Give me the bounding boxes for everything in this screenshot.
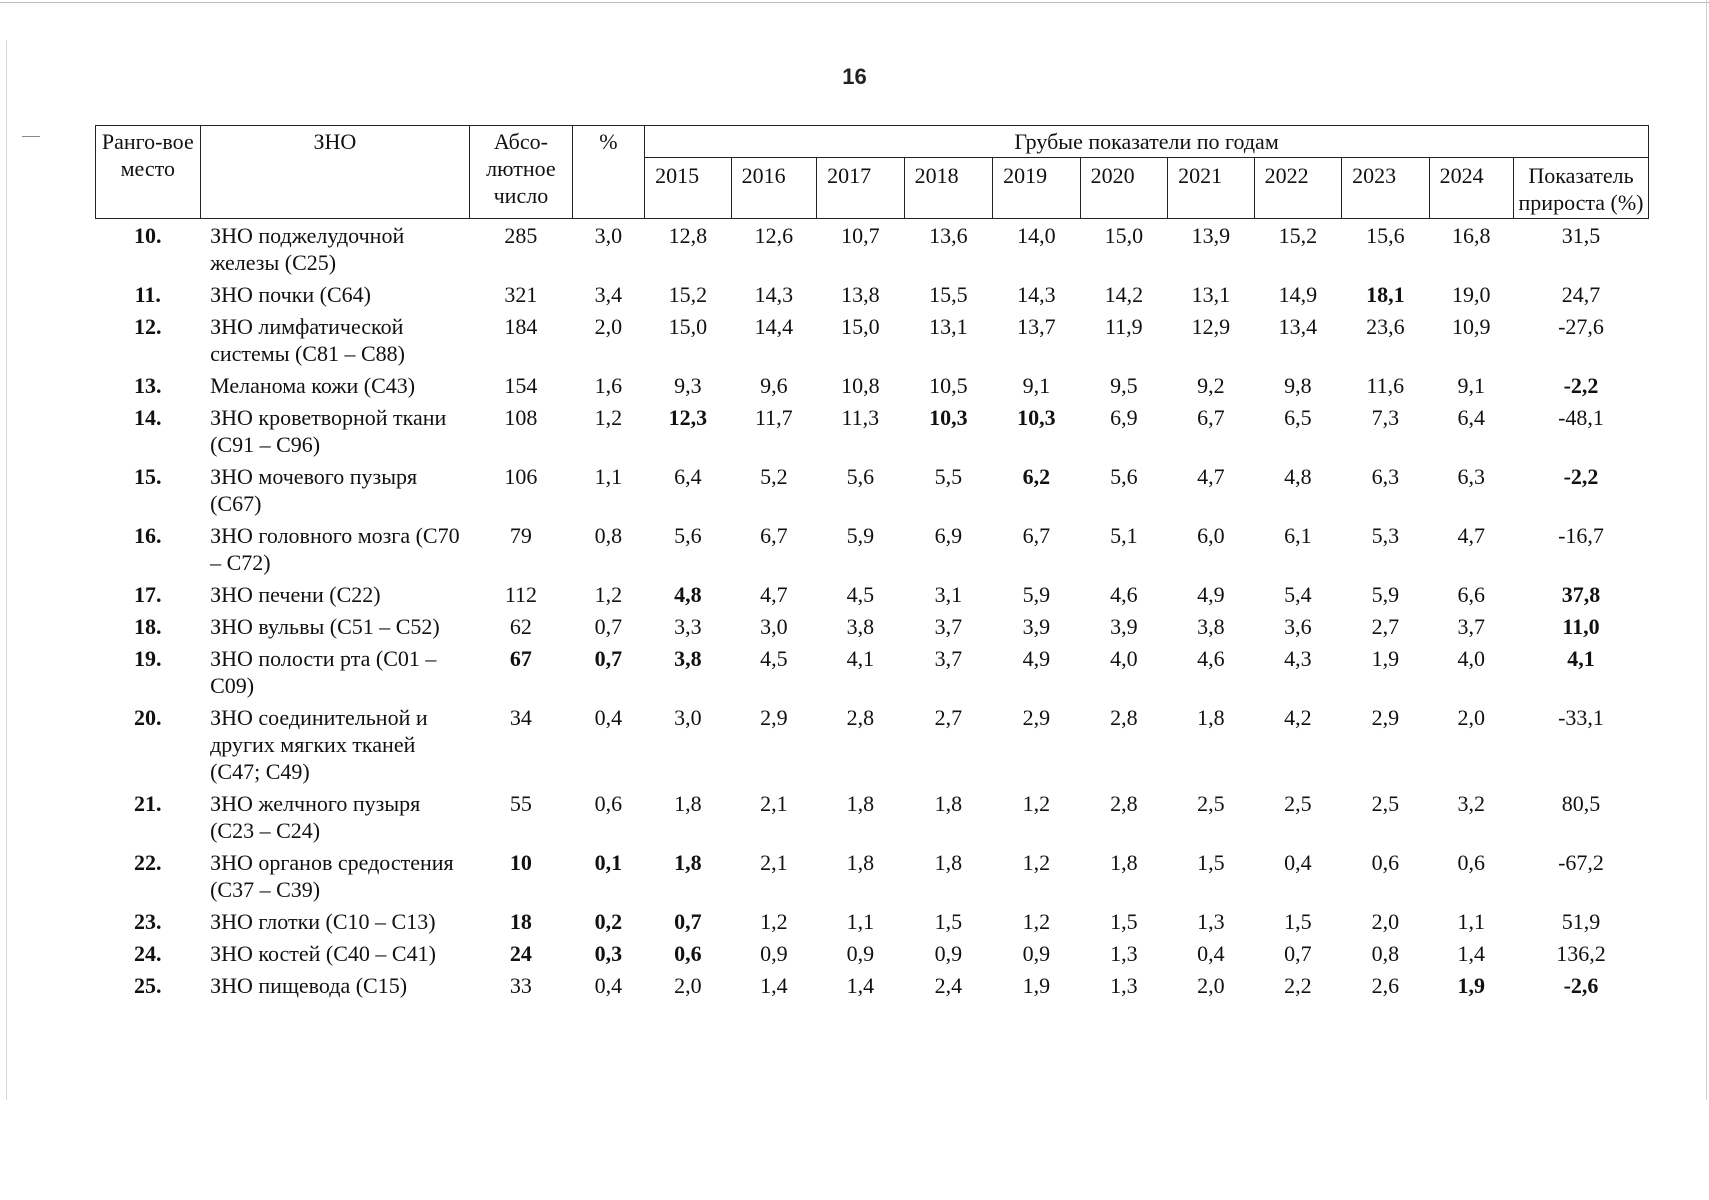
year-value-cell: 4,0 xyxy=(1457,646,1486,671)
growth-cell: 51,9 xyxy=(1561,909,1601,934)
year-value-cell: 1,9 xyxy=(1457,973,1486,998)
year-value-cell: 3,9 xyxy=(1022,614,1051,639)
header-year: 2022 xyxy=(1254,158,1342,219)
year-value-cell: 12,9 xyxy=(1191,314,1231,339)
table-row xyxy=(96,310,1649,369)
table-row xyxy=(96,846,1649,905)
table-row xyxy=(96,219,1649,279)
year-value-cell: 3,9 xyxy=(1110,614,1138,639)
year-value-cell: 5,9 xyxy=(1022,582,1051,607)
year-value-cell: 13,6 xyxy=(929,223,968,248)
year-value-cell: 1,5 xyxy=(1284,909,1312,934)
year-value-cell: 6,4 xyxy=(1457,405,1486,430)
table-row xyxy=(96,610,1649,642)
year-value-cell: 2,8 xyxy=(1110,705,1138,730)
table-row xyxy=(96,278,1649,310)
zno-name-cell: ЗНО полости рта (С01 – С09) xyxy=(210,646,437,698)
header-year: 2018 xyxy=(904,158,993,219)
year-value-cell: 15,0 xyxy=(841,314,880,339)
year-value-cell: 3,6 xyxy=(1284,614,1312,639)
year-value-cell: 1,8 xyxy=(846,850,875,875)
absolute-cell: 154 xyxy=(504,373,538,398)
year-value-cell: 1,8 xyxy=(934,850,963,875)
growth-cell: -48,1 xyxy=(1558,405,1604,430)
rank-cell: 19. xyxy=(134,646,162,671)
year-value-cell: 2,9 xyxy=(1022,705,1051,730)
year-value-cell: 5,4 xyxy=(1284,582,1312,607)
growth-cell: -2,6 xyxy=(1563,973,1599,998)
year-value-cell: 2,5 xyxy=(1371,791,1400,816)
year-value-cell: 4,8 xyxy=(674,582,702,607)
header-row-1 xyxy=(96,126,1649,158)
year-value-cell: 11,9 xyxy=(1104,314,1143,339)
absolute-cell: 108 xyxy=(504,405,538,430)
page-number: 16 xyxy=(842,64,867,89)
header-growth: Показатель прироста (%) xyxy=(1514,158,1649,219)
percent-cell: 0,7 xyxy=(594,614,623,639)
year-value-cell: 5,9 xyxy=(1371,582,1400,607)
table-body xyxy=(96,219,1649,1002)
year-value-cell: 1,8 xyxy=(1197,705,1225,730)
absolute-cell: 184 xyxy=(504,314,538,339)
percent-cell: 0,1 xyxy=(594,850,623,875)
table-row xyxy=(96,969,1649,1001)
growth-cell: 80,5 xyxy=(1561,791,1601,816)
year-value-cell: 13,1 xyxy=(1191,282,1231,307)
year-value-cell: 1,5 xyxy=(1110,909,1138,934)
rank-cell: 23. xyxy=(134,909,162,934)
zno-name-cell: ЗНО желчного пузыря (С23 – С24) xyxy=(210,791,421,843)
year-value-cell: 9,1 xyxy=(1457,373,1486,398)
table-row xyxy=(96,401,1649,460)
table-row xyxy=(96,460,1649,519)
zno-name-cell: ЗНО вульвы (С51 – С52) xyxy=(210,614,440,639)
year-value-cell: 6,3 xyxy=(1371,464,1400,489)
year-value-cell: 10,9 xyxy=(1452,314,1491,339)
year-value-cell: 1,2 xyxy=(760,909,788,934)
rank-cell: 20. xyxy=(134,705,162,730)
absolute-cell: 18 xyxy=(509,909,532,934)
header-zno: ЗНО xyxy=(200,126,470,219)
year-value-cell: 5,1 xyxy=(1110,523,1138,548)
percent-cell: 3,4 xyxy=(594,282,623,307)
year-value-cell: 9,2 xyxy=(1197,373,1225,398)
year-value-cell: 1,8 xyxy=(674,850,702,875)
year-value-cell: 4,6 xyxy=(1197,646,1225,671)
table-row xyxy=(96,369,1649,401)
year-value-cell: 11,7 xyxy=(754,405,793,430)
year-value-cell: 1,3 xyxy=(1197,909,1225,934)
percent-cell: 0,2 xyxy=(594,909,623,934)
percent-cell: 0,7 xyxy=(594,646,623,671)
absolute-cell: 321 xyxy=(504,282,538,307)
percent-cell: 0,6 xyxy=(594,791,623,816)
rank-cell: 16. xyxy=(134,523,162,548)
year-value-cell: 5,5 xyxy=(934,464,963,489)
scan-border-left xyxy=(6,40,7,1100)
year-value-cell: 2,0 xyxy=(1371,909,1400,934)
year-value-cell: 3,8 xyxy=(1197,614,1225,639)
year-value-cell: 1,9 xyxy=(1371,646,1400,671)
year-value-cell: 4,7 xyxy=(1197,464,1225,489)
zno-name-cell: ЗНО органов средостения (С37 – С39) xyxy=(210,850,454,902)
year-value-cell: 12,3 xyxy=(668,405,708,430)
year-value-cell: 13,8 xyxy=(841,282,880,307)
year-value-cell: 1,8 xyxy=(674,791,702,816)
year-value-cell: 1,4 xyxy=(1457,941,1486,966)
percent-cell: 0,3 xyxy=(594,941,623,966)
year-value-cell: 14,3 xyxy=(754,282,794,307)
year-value-cell: 1,2 xyxy=(1022,791,1051,816)
zno-name-cell: ЗНО мочевого пузыря (С67) xyxy=(210,464,418,516)
zno-name-cell: ЗНО глотки (С10 – С13) xyxy=(210,909,436,934)
header-year: 2016 xyxy=(731,158,816,219)
rank-cell: 12. xyxy=(134,314,162,339)
year-value-cell: 15,0 xyxy=(668,314,708,339)
year-value-cell: 0,6 xyxy=(674,941,702,966)
absolute-cell: 285 xyxy=(504,223,538,248)
rank-cell: 11. xyxy=(134,282,161,307)
year-value-cell: 2,2 xyxy=(1284,973,1312,998)
year-value-cell: 9,1 xyxy=(1022,373,1051,398)
year-value-cell: 3,7 xyxy=(1457,614,1486,639)
year-value-cell: 10,3 xyxy=(929,405,968,430)
year-value-cell: 3,2 xyxy=(1457,791,1486,816)
year-value-cell: 5,6 xyxy=(1110,464,1138,489)
absolute-cell: 34 xyxy=(509,705,532,730)
year-value-cell: 19,0 xyxy=(1452,282,1491,307)
year-value-cell: 2,5 xyxy=(1197,791,1225,816)
year-value-cell: 2,9 xyxy=(1371,705,1400,730)
year-value-cell: 6,9 xyxy=(1110,405,1138,430)
year-value-cell: 13,1 xyxy=(929,314,968,339)
year-value-cell: 13,4 xyxy=(1278,314,1318,339)
year-value-cell: 5,9 xyxy=(846,523,875,548)
year-value-cell: 3,7 xyxy=(934,646,963,671)
absolute-cell: 62 xyxy=(509,614,532,639)
year-value-cell: 9,3 xyxy=(674,373,702,398)
year-value-cell: 7,3 xyxy=(1371,405,1400,430)
year-value-cell: 6,1 xyxy=(1284,523,1312,548)
year-value-cell: 10,8 xyxy=(841,373,880,398)
year-value-cell: 1,9 xyxy=(1022,973,1051,998)
header-absolute: Абсо-лютное число xyxy=(470,126,573,219)
growth-cell: 24,7 xyxy=(1561,282,1601,307)
zno-name-cell: ЗНО головного мозга (С70 – С72) xyxy=(210,523,460,575)
zno-name-cell: Меланома кожи (С43) xyxy=(210,373,416,398)
year-value-cell: 18,1 xyxy=(1366,282,1405,307)
year-value-cell: 4,5 xyxy=(760,646,788,671)
rank-cell: 21. xyxy=(134,791,162,816)
header-year: 2024 xyxy=(1429,158,1513,219)
header-year: 2015 xyxy=(645,158,731,219)
table-row xyxy=(96,937,1649,969)
growth-cell: 37,8 xyxy=(1561,582,1601,607)
rank-cell: 18. xyxy=(134,614,162,639)
year-value-cell: 14,9 xyxy=(1278,282,1318,307)
percent-cell: 1,2 xyxy=(594,582,623,607)
year-value-cell: 1,1 xyxy=(1457,909,1486,934)
rank-cell: 22. xyxy=(134,850,162,875)
percent-cell: 0,4 xyxy=(594,973,623,998)
year-value-cell: 3,3 xyxy=(674,614,702,639)
year-value-cell: 15,6 xyxy=(1366,223,1405,248)
year-value-cell: 1,2 xyxy=(1022,909,1051,934)
year-value-cell: 15,2 xyxy=(668,282,708,307)
year-value-cell: 15,2 xyxy=(1278,223,1318,248)
year-value-cell: 2,0 xyxy=(1457,705,1486,730)
year-value-cell: 6,5 xyxy=(1284,405,1312,430)
rank-cell: 13. xyxy=(134,373,162,398)
zno-name-cell: ЗНО поджелудочной железы (С25) xyxy=(210,223,405,275)
year-value-cell: 6,3 xyxy=(1457,464,1486,489)
absolute-cell: 33 xyxy=(509,973,532,998)
year-value-cell: 0,6 xyxy=(1371,850,1400,875)
scan-mark xyxy=(22,136,40,137)
header-percent: % xyxy=(572,126,644,219)
header-year: 2023 xyxy=(1342,158,1430,219)
year-value-cell: 3,0 xyxy=(674,705,702,730)
zno-name-cell: ЗНО печени (С22) xyxy=(210,582,381,607)
year-value-cell: 1,3 xyxy=(1110,941,1138,966)
year-value-cell: 2,5 xyxy=(1284,791,1312,816)
table-row xyxy=(96,578,1649,610)
year-value-cell: 5,6 xyxy=(846,464,875,489)
zno-name-cell: ЗНО кроветворной ткани (С91 – С96) xyxy=(210,405,447,457)
header-year: 2017 xyxy=(817,158,905,219)
table-row xyxy=(96,905,1649,937)
absolute-cell: 67 xyxy=(509,646,532,671)
year-value-cell: 3,8 xyxy=(674,646,702,671)
growth-cell: -16,7 xyxy=(1558,523,1604,548)
year-value-cell: 2,1 xyxy=(760,791,788,816)
scan-border-right xyxy=(1706,0,1707,1100)
year-value-cell: 1,3 xyxy=(1110,973,1138,998)
table-row xyxy=(96,787,1649,846)
header-year: 2019 xyxy=(993,158,1081,219)
incidence-table xyxy=(95,125,1649,1001)
year-value-cell: 15,5 xyxy=(929,282,968,307)
zno-name-cell: ЗНО пищевода (С15) xyxy=(210,973,408,998)
absolute-cell: 10 xyxy=(509,850,532,875)
year-value-cell: 3,0 xyxy=(760,614,788,639)
year-value-cell: 23,6 xyxy=(1366,314,1405,339)
header-year: 2021 xyxy=(1168,158,1254,219)
absolute-cell: 24 xyxy=(509,941,532,966)
absolute-cell: 55 xyxy=(509,791,532,816)
percent-cell: 0,8 xyxy=(594,523,623,548)
year-value-cell: 0,9 xyxy=(934,941,963,966)
percent-cell: 3,0 xyxy=(594,223,623,248)
year-value-cell: 11,6 xyxy=(1366,373,1405,398)
year-value-cell: 0,7 xyxy=(674,909,702,934)
growth-cell: 136,2 xyxy=(1556,941,1606,966)
growth-cell: -67,2 xyxy=(1558,850,1604,875)
year-value-cell: 0,8 xyxy=(1371,941,1400,966)
year-value-cell: 4,7 xyxy=(760,582,788,607)
year-value-cell: 4,2 xyxy=(1284,705,1312,730)
year-value-cell: 12,8 xyxy=(668,223,708,248)
year-value-cell: 10,3 xyxy=(1017,405,1056,430)
year-value-cell: 2,7 xyxy=(934,705,963,730)
year-value-cell: 9,5 xyxy=(1110,373,1138,398)
year-value-cell: 11,3 xyxy=(841,405,880,430)
year-value-cell: 6,2 xyxy=(1022,464,1051,489)
year-value-cell: 14,0 xyxy=(1017,223,1056,248)
year-value-cell: 13,7 xyxy=(1017,314,1056,339)
year-value-cell: 2,6 xyxy=(1371,973,1400,998)
year-value-cell: 2,8 xyxy=(846,705,875,730)
year-value-cell: 12,6 xyxy=(754,223,794,248)
percent-cell: 1,2 xyxy=(594,405,623,430)
year-value-cell: 13,9 xyxy=(1191,223,1231,248)
year-value-cell: 6,7 xyxy=(1197,405,1225,430)
year-value-cell: 14,2 xyxy=(1104,282,1144,307)
zno-name-cell: ЗНО соединительной и других мягких тканей (С47; С49) xyxy=(210,705,428,784)
year-value-cell: 5,3 xyxy=(1371,523,1400,548)
year-value-cell: 2,1 xyxy=(760,850,788,875)
growth-cell: 31,5 xyxy=(1561,223,1601,248)
absolute-cell: 112 xyxy=(504,582,537,607)
scan-border-top xyxy=(0,2,1709,3)
year-value-cell: 4,1 xyxy=(846,646,875,671)
year-value-cell: 3,1 xyxy=(934,582,963,607)
growth-cell: -2,2 xyxy=(1563,373,1599,398)
table-row xyxy=(96,519,1649,578)
year-value-cell: 4,8 xyxy=(1284,464,1312,489)
year-value-cell: 6,7 xyxy=(760,523,788,548)
year-value-cell: 3,7 xyxy=(934,614,963,639)
year-value-cell: 1,8 xyxy=(934,791,963,816)
header-rank: Ранго-вое место xyxy=(96,126,201,219)
year-value-cell: 1,2 xyxy=(1022,850,1051,875)
growth-cell: 4,1 xyxy=(1567,646,1595,671)
growth-cell: -27,6 xyxy=(1558,314,1604,339)
year-value-cell: 10,5 xyxy=(929,373,968,398)
rank-cell: 24. xyxy=(134,941,162,966)
year-value-cell: 1,5 xyxy=(934,909,963,934)
year-value-cell: 2,0 xyxy=(1197,973,1225,998)
year-value-cell: 3,8 xyxy=(846,614,875,639)
zno-name-cell: ЗНО лимфатической системы (С81 – С88) xyxy=(210,314,405,366)
year-value-cell: 4,3 xyxy=(1284,646,1312,671)
year-value-cell: 1,5 xyxy=(1197,850,1225,875)
percent-cell: 1,1 xyxy=(594,464,623,489)
year-value-cell: 0,9 xyxy=(1022,941,1051,966)
year-value-cell: 0,7 xyxy=(1284,941,1312,966)
rank-cell: 15. xyxy=(134,464,162,489)
year-value-cell: 6,4 xyxy=(674,464,702,489)
rank-cell: 10. xyxy=(134,223,162,248)
year-value-cell: 6,6 xyxy=(1457,582,1486,607)
table-row xyxy=(96,642,1649,701)
year-value-cell: 4,9 xyxy=(1022,646,1051,671)
year-value-cell: 10,7 xyxy=(841,223,880,248)
year-value-cell: 15,0 xyxy=(1104,223,1144,248)
year-value-cell: 1,8 xyxy=(846,791,875,816)
year-value-cell: 1,4 xyxy=(760,973,788,998)
percent-cell: 0,4 xyxy=(594,705,623,730)
year-value-cell: 4,7 xyxy=(1457,523,1486,548)
header-year: 2020 xyxy=(1080,158,1168,219)
absolute-cell: 79 xyxy=(509,523,532,548)
year-value-cell: 1,1 xyxy=(846,909,875,934)
year-value-cell: 4,6 xyxy=(1110,582,1138,607)
growth-cell: -2,2 xyxy=(1563,464,1599,489)
header-group: Грубые показатели по годам xyxy=(645,126,1649,158)
year-value-cell: 2,8 xyxy=(1110,791,1138,816)
year-value-cell: 6,7 xyxy=(1022,523,1051,548)
year-value-cell: 1,8 xyxy=(1110,850,1138,875)
year-value-cell: 14,3 xyxy=(1017,282,1056,307)
year-value-cell: 4,9 xyxy=(1197,582,1225,607)
year-value-cell: 9,8 xyxy=(1284,373,1312,398)
zno-name-cell: ЗНО костей (С40 – С41) xyxy=(210,941,436,966)
year-value-cell: 4,5 xyxy=(846,582,875,607)
year-value-cell: 14,4 xyxy=(754,314,794,339)
percent-cell: 2,0 xyxy=(594,314,623,339)
year-value-cell: 9,6 xyxy=(760,373,788,398)
rank-cell: 25. xyxy=(134,973,162,998)
rank-cell: 14. xyxy=(134,405,162,430)
rank-cell: 17. xyxy=(134,582,162,607)
table-row xyxy=(96,701,1649,787)
year-value-cell: 2,4 xyxy=(934,973,963,998)
year-value-cell: 5,2 xyxy=(760,464,788,489)
year-value-cell: 4,0 xyxy=(1110,646,1138,671)
absolute-cell: 106 xyxy=(504,464,538,489)
year-value-cell: 6,9 xyxy=(934,523,963,548)
year-value-cell: 2,9 xyxy=(760,705,788,730)
year-value-cell: 5,6 xyxy=(674,523,702,548)
year-value-cell: 2,7 xyxy=(1371,614,1400,639)
year-value-cell: 16,8 xyxy=(1452,223,1491,248)
zno-name-cell: ЗНО почки (С64) xyxy=(210,282,371,307)
percent-cell: 1,6 xyxy=(594,373,623,398)
year-value-cell: 2,0 xyxy=(674,973,702,998)
year-value-cell: 1,4 xyxy=(846,973,875,998)
year-value-cell: 0,6 xyxy=(1457,850,1486,875)
year-value-cell: 0,9 xyxy=(846,941,875,966)
growth-cell: 11,0 xyxy=(1562,614,1600,639)
year-value-cell: 0,9 xyxy=(760,941,788,966)
year-value-cell: 0,4 xyxy=(1284,850,1312,875)
year-value-cell: 6,0 xyxy=(1197,523,1225,548)
year-value-cell: 0,4 xyxy=(1197,941,1225,966)
growth-cell: -33,1 xyxy=(1558,705,1604,730)
